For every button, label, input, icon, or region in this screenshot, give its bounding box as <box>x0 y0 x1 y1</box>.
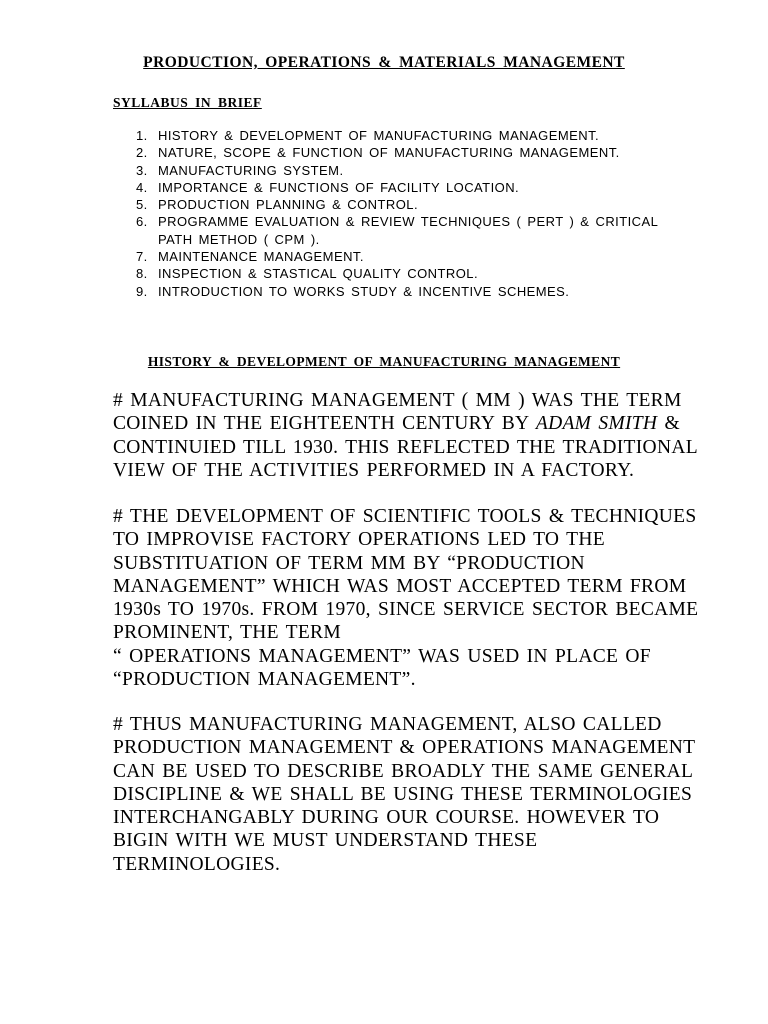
syllabus-item <box>113 144 733 161</box>
paragraph-3 <box>113 713 738 876</box>
syllabus-item <box>113 162 733 179</box>
syllabus-heading: SYLLABUS IN BRIEF <box>113 95 262 110</box>
syllabus-item-number: 7. <box>136 249 148 265</box>
paragraph-line: DISCIPLINE & WE SHALL BE USING THESE TERMINOLOGIES <box>113 783 693 805</box>
paragraph-line: # THUS MANUFACTURING MANAGEMENT, ALSO CALLED <box>113 714 662 735</box>
syllabus-item-continuation <box>113 231 733 248</box>
syllabus-item-number: 1. <box>136 128 148 143</box>
paragraph-line: INTERCHANGABLY DURING OUR COURSE. HOWEVER TO <box>113 807 660 829</box>
syllabus-item-text: MANUFACTURING SYSTEM. <box>158 162 344 178</box>
paragraph-line <box>113 412 738 435</box>
syllabus-item-number: 4. <box>136 179 148 195</box>
syllabus-item-number: 3. <box>136 162 148 178</box>
syllabus-item-number: 8. <box>136 266 148 282</box>
syllabus-item-number: 2. <box>136 145 148 161</box>
document-title: PRODUCTION, OPERATIONS & MATERIALS MANAGEMENT <box>143 54 625 71</box>
syllabus-item-number: 6. <box>136 214 148 230</box>
syllabus-list <box>113 127 733 300</box>
paragraph-line: TERMINOLOGIES. <box>113 853 281 875</box>
paragraph-line: “PRODUCTION MANAGEMENT”. <box>113 669 416 691</box>
syllabus-item <box>113 265 733 282</box>
syllabus-item <box>113 213 733 230</box>
syllabus-item-text: MAINTENANCE MANAGEMENT. <box>158 249 364 265</box>
syllabus-item <box>113 196 733 213</box>
paragraph-line: BIGIN WITH WE MUST UNDERSTAND THESE <box>113 830 538 852</box>
syllabus-item-text: PATH METHOD ( CPM ). <box>158 231 320 247</box>
paragraph-2 <box>113 505 738 691</box>
paragraph-line: MANAGEMENT” WHICH WAS MOST ACCEPTED TERM FROM <box>113 575 687 597</box>
section-heading: HISTORY & DEVELOPMENT OF MANUFACTURING MANAGEMENT <box>147 354 621 369</box>
paragraph-1 <box>113 389 738 482</box>
text-fragment: & <box>657 413 680 435</box>
syllabus-item-text: HISTORY & DEVELOPMENT OF MANUFACTURING MANAGEMENT. <box>158 128 600 143</box>
paragraph-line: SUBSTITUATION OF TERM MM BY “PRODUCTION <box>113 552 585 574</box>
paragraph-line: “ OPERATIONS MANAGEMENT” WAS USED IN PLACE OF <box>113 645 651 667</box>
paragraph-line: PROMINENT, THE TERM <box>113 622 341 644</box>
paragraph-line: PRODUCTION MANAGEMENT & OPERATIONS MANAGEMENT <box>113 737 696 759</box>
syllabus-item-text: NATURE, SCOPE & FUNCTION OF MANUFACTURING MANAGEMENT. <box>158 145 620 161</box>
paragraph-line: VIEW OF THE ACTIVITIES PERFORMED IN A FACTORY. <box>113 459 635 481</box>
syllabus-item <box>113 179 733 196</box>
syllabus-item-number: 5. <box>136 197 148 213</box>
syllabus-item-text: PRODUCTION PLANNING & CONTROL. <box>158 197 419 213</box>
paragraph-line: CONTINUIED TILL 1930. THIS REFLECTED THE TRADITIONAL <box>113 436 698 458</box>
syllabus-item-text: PROGRAMME EVALUATION & REVIEW TECHNIQUES ( PERT ) & CRITICAL <box>158 214 659 230</box>
syllabus-item <box>113 248 733 265</box>
paragraph-line: 1930s TO 1970s. FROM 1970, SINCE SERVICE SECTOR BECAME <box>113 599 699 621</box>
syllabus-item-text: INSPECTION & STASTICAL QUALITY CONTROL. <box>158 266 479 282</box>
paragraph-line: CAN BE USED TO DESCRIBE BROADLY THE SAME GENERAL <box>113 760 694 782</box>
syllabus-item <box>113 283 733 300</box>
syllabus-item-text: IMPORTANCE & FUNCTIONS OF FACILITY LOCATION. <box>158 179 520 195</box>
paragraph-line: TO IMPROVISE FACTORY OPERATIONS LED TO THE <box>113 529 605 551</box>
syllabus-item-number: 9. <box>136 283 148 299</box>
paragraph-line: # MANUFACTURING MANAGEMENT ( MM ) WAS THE TERM <box>113 390 682 411</box>
syllabus-item <box>113 127 733 144</box>
text-fragment: COINED IN THE EIGHTEENTH CENTURY BY <box>113 413 536 435</box>
paragraph-line: # THE DEVELOPMENT OF SCIENTIFIC TOOLS & TECHNIQUES <box>113 506 697 527</box>
syllabus-item-text: INTRODUCTION TO WORKS STUDY & INCENTIVE SCHEMES. <box>158 283 570 299</box>
author-name: ADAM SMITH <box>535 413 658 435</box>
